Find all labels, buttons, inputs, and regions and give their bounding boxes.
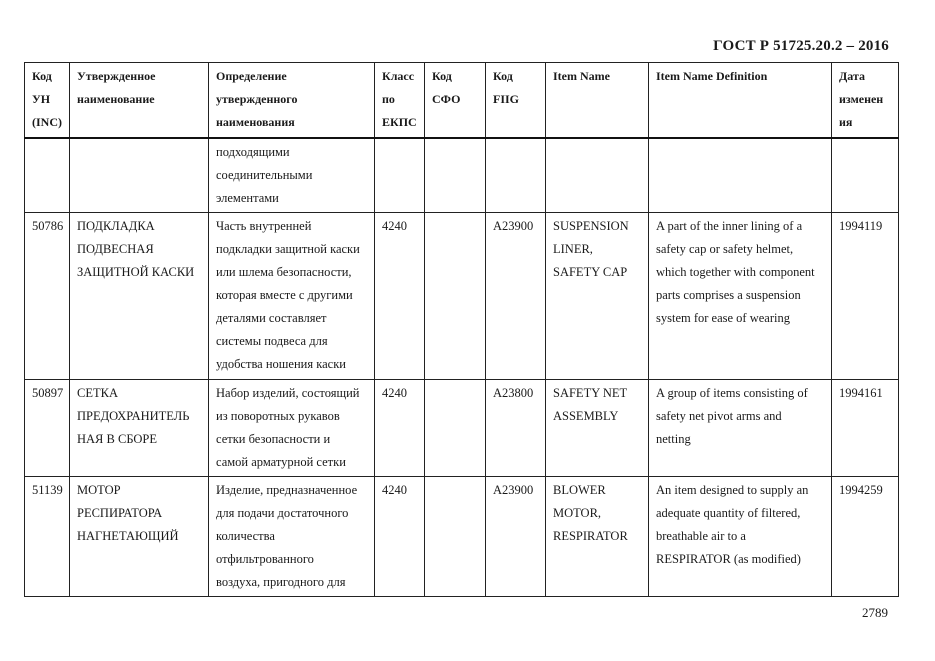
cell-date: 1994259 — [832, 477, 899, 597]
cell-definition: подходящими соединительными элементами — [209, 138, 375, 213]
cell-sfo — [425, 213, 486, 380]
cell-date — [832, 138, 899, 213]
page-number: 2789 — [862, 605, 888, 620]
cell-definition: Часть внутренней подкладки защитной каски или шлема безопасности, которая вместе с другими деталями составляет системы подвеса для удобства ношения каски — [209, 213, 375, 380]
cell-date: 1994119 — [832, 213, 899, 380]
header-fiig: Код FIIG — [486, 63, 546, 139]
cell-item-name: BLOWER MOTOR, RESPIRATOR — [546, 477, 649, 597]
table-row — [25, 213, 899, 380]
cell-item-definition — [649, 138, 832, 213]
header-approved-name: Утвержденное наименование — [70, 63, 209, 139]
cell-fiig: A23900 — [486, 213, 546, 380]
catalog-table — [24, 62, 899, 597]
cell-inc: 50786 — [25, 213, 70, 380]
cell-item-name: SUSPENSION LINER, SAFETY CAP — [546, 213, 649, 380]
cell-item-definition: A group of items consisting of safety net pivot arms and netting — [649, 380, 832, 477]
header-change-date: Дата изменен ия — [832, 63, 899, 139]
table-row — [25, 477, 899, 597]
cell-class: 4240 — [375, 380, 425, 477]
cell-fiig — [486, 138, 546, 213]
header-item-name: Item Name — [546, 63, 649, 139]
cell-name — [70, 138, 209, 213]
cell-sfo — [425, 138, 486, 213]
cell-class — [375, 138, 425, 213]
table-row — [25, 380, 899, 477]
header-inc: Код УН (INC) — [25, 63, 70, 139]
cell-name: МОТОР РЕСПИРАТОРА НАГНЕТАЮЩИЙ — [70, 477, 209, 597]
table-row-continuation — [25, 138, 899, 213]
document-standard-title: ГОСТ Р 51725.20.2 – 2016 — [713, 38, 889, 54]
cell-item-definition: An item designed to supply an adequate quantity of filtered, breathable air to a RESPIRATOR (as modified) — [649, 477, 832, 597]
cell-item-name: SAFETY NET ASSEMBLY — [546, 380, 649, 477]
header-class: Класс по ЕКПС — [375, 63, 425, 139]
cell-item-definition: A part of the inner lining of a safety cap or safety helmet, which together with component parts comprises a suspension system for ease of wearing — [649, 213, 832, 380]
cell-name: СЕТКА ПРЕДОХРАНИТЕЛЬ НАЯ В СБОРЕ — [70, 380, 209, 477]
table-header-row — [25, 63, 899, 139]
cell-class: 4240 — [375, 477, 425, 597]
cell-inc — [25, 138, 70, 213]
cell-fiig: A23900 — [486, 477, 546, 597]
header-definition: Определение утвержденного наименования — [209, 63, 375, 139]
cell-fiig: A23800 — [486, 380, 546, 477]
cell-inc: 50897 — [25, 380, 70, 477]
cell-item-name — [546, 138, 649, 213]
cell-date: 1994161 — [832, 380, 899, 477]
cell-definition: Изделие, предназначенное для подачи достаточного количества отфильтрованного воздуха, пригодного для — [209, 477, 375, 597]
cell-sfo — [425, 380, 486, 477]
header-sfo: Код СФО — [425, 63, 486, 139]
cell-inc: 51139 — [25, 477, 70, 597]
cell-name: ПОДКЛАДКА ПОДВЕСНАЯ ЗАЩИТНОЙ КАСКИ — [70, 213, 209, 380]
cell-class: 4240 — [375, 213, 425, 380]
cell-definition: Набор изделий, состоящий из поворотных рукавов сетки безопасности и самой арматурной сетки — [209, 380, 375, 477]
cell-sfo — [425, 477, 486, 597]
header-item-definition: Item Name Definition — [649, 63, 832, 139]
